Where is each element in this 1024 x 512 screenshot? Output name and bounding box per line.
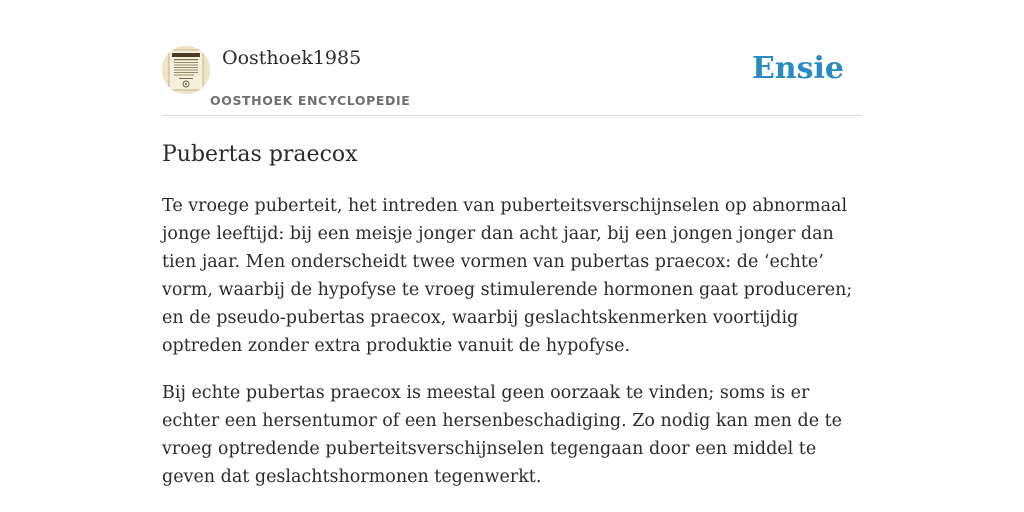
brand-logo[interactable]: Ensie (751, 51, 844, 86)
article-card (162, 0, 862, 512)
source-label[interactable]: OOSTHOEK ENCYCLOPEDIE (210, 93, 411, 108)
author-avatar[interactable] (162, 46, 210, 94)
author-name[interactable]: Oosthoek1985 (222, 47, 362, 69)
page-title: Pubertas praecox (162, 142, 358, 167)
article-paragraph: Bij echte pubertas praecox is meestal geen oorzaak te vinden; soms is er echter een hersentumor of een hersenbeschadiging. Zo nodig kan men de te vroeg optredende puberteitsverschijnselen tegengaan door een middel te geven dat geslachtshormonen tegenwerkt. (162, 383, 843, 487)
article-paragraph: Te vroege puberteit, het intreden van puberteitsverschijnselen op abnormaal jonge leeftijd: bij een meisje jonger dan acht jaar, bij een jongen jonger dan tien jaar. Men onderscheidt twee vormen van pubertas praecox: de ‘echte’ vorm, waarbij de hypofyse te vroeg stimulerende hormonen gaat produceren; en de pseudo-pubertas praecox, waarbij geslachtskenmerken voortijdig optreden zonder extra produktie vanuit de hypofyse. (162, 196, 853, 356)
encyclopedia-cover-icon (162, 46, 210, 94)
header-divider (162, 115, 862, 116)
